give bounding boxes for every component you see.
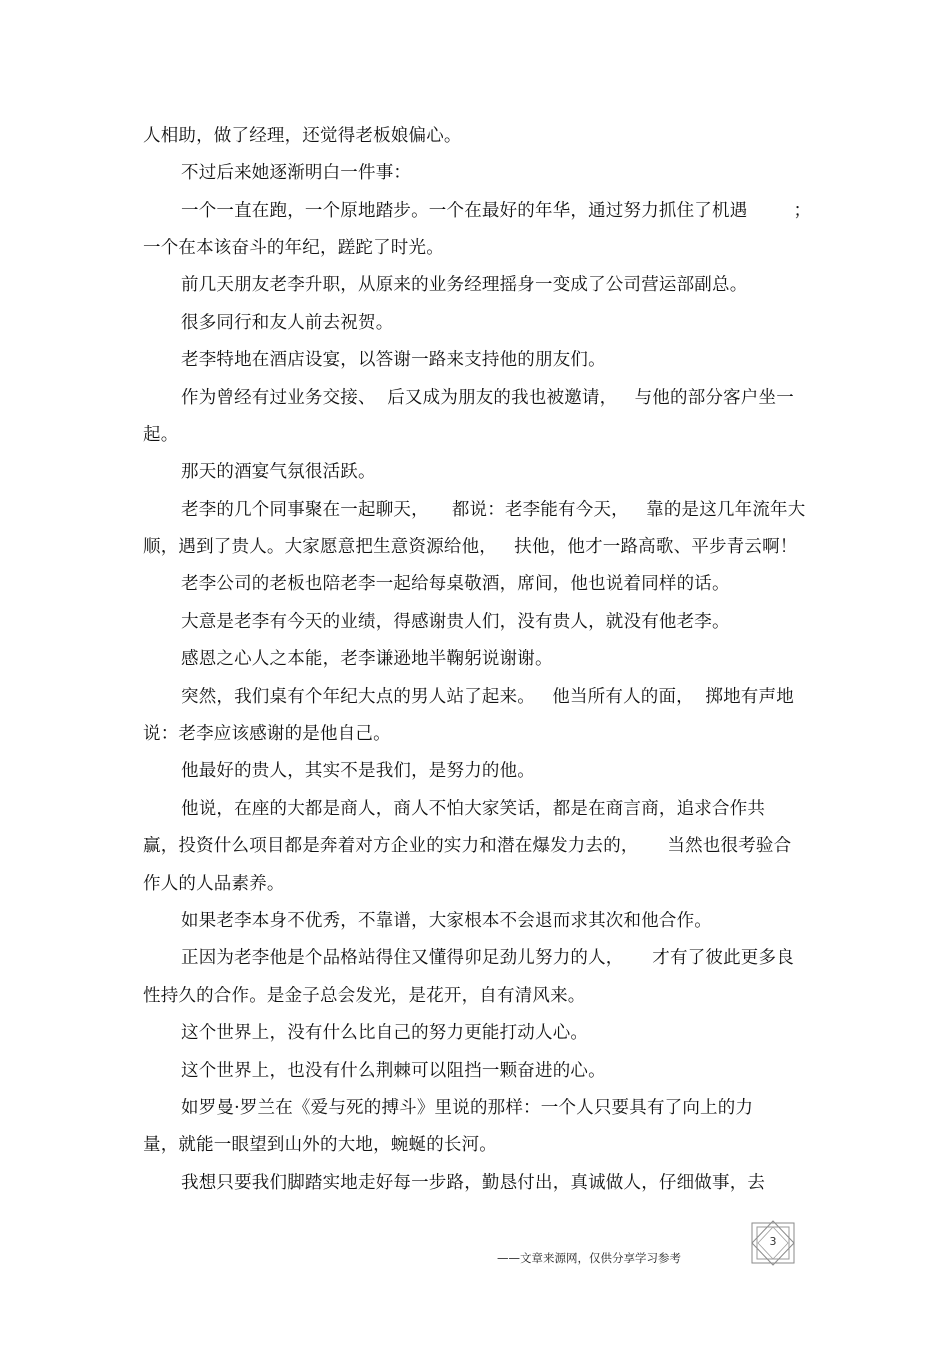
text-line: 人相助，做了经理，还觉得老板娘偏心。 xyxy=(143,126,462,146)
page-number-badge xyxy=(748,1220,798,1266)
text-line: 如果老李本身不优秀，不靠谱，大家根本不会退而求其次和他合作。 xyxy=(181,911,712,931)
text-line: 这个世界上，没有什么比自己的努力更能打动人心。 xyxy=(181,1023,589,1043)
text-line: 那天的酒宴气氛很活跃。 xyxy=(181,462,376,482)
text-line: 赢，投资什么项目都是奔着对方企业的实力和潜在爆发力去的， 当然也很考验合 xyxy=(143,836,792,856)
text-line: 顺，遇到了贵人。大家愿意把生意资源给他， 扶他，他才一路高歌、平步青云啊！ xyxy=(143,537,798,557)
source-note: ——文章来源网，仅供分享学习参考 xyxy=(497,1251,681,1265)
text-line: 我想只要我们脚踏实地走好每一步路，勤恳付出，真诚做人，仔细做事，去 xyxy=(181,1173,766,1193)
text-line: 老李特地在酒店设宴，以答谢一路来支持他的朋友们。 xyxy=(181,350,606,370)
text-line: 感恩之心人之本能，老李谦逊地半鞠躬说谢谢。 xyxy=(181,649,553,669)
text-line: 不过后来她逐渐明白一件事： xyxy=(181,163,412,183)
text-line: 说：老李应该感谢的是他自己。 xyxy=(143,724,391,744)
text-line: 起。 xyxy=(143,425,179,445)
text-line: 老李公司的老板也陪老李一起给每桌敬酒，席间，他也说着同样的话。 xyxy=(181,574,730,594)
text-line: 他最好的贵人，其实不是我们，是努力的他。 xyxy=(181,761,535,781)
page-number: 3 xyxy=(769,1235,777,1248)
text-line: 前几天朋友老李升职，从原来的业务经理摇身一变成了公司营运部副总。 xyxy=(181,275,748,295)
text-line: 很多同行和友人前去祝贺。 xyxy=(181,313,394,333)
text-line: 突然，我们桌有个年纪大点的男人站了起来。 他当所有人的面， 掷地有声地 xyxy=(181,687,794,707)
text-line: 作为曾经有过业务交接、 后又成为朋友的我也被邀请， 与他的部分客户坐一 xyxy=(181,388,794,408)
text-line: 一个在本该奋斗的年纪，蹉跎了时光。 xyxy=(143,238,444,258)
text-line: 如罗曼·罗兰在《爱与死的搏斗》里说的那样：一个人只要具有了向上的力 xyxy=(181,1098,754,1118)
text-line: 大意是老李有今天的业绩，得感谢贵人们，没有贵人，就没有他老李。 xyxy=(181,612,730,632)
text-line: 老李的几个同事聚在一起聊天， 都说：老李能有今天， 靠的是这几年流年大 xyxy=(181,500,806,520)
text-line: 正因为老李他是个品格站得住又懂得卯足劲儿努力的人， 才有了彼此更多良 xyxy=(181,948,794,968)
text-line: 他说，在座的大都是商人，商人不怕大家笑话，都是在商言商，追求合作共 xyxy=(181,799,766,819)
text-line: 作人的人品素养。 xyxy=(143,874,285,894)
text-line: 性持久的合作。是金子总会发光，是花开，自有清风来。 xyxy=(143,986,586,1006)
text-line: 这个世界上，也没有什么荆棘可以阻挡一颗奋进的心。 xyxy=(181,1061,606,1081)
text-line: 量，就能一眼望到山外的大地，蜿蜒的长河。 xyxy=(143,1135,497,1155)
text-line: 一个一直在跑，一个原地踏步。一个在最好的年华，通过努力抓住了机遇 ； xyxy=(181,201,812,221)
